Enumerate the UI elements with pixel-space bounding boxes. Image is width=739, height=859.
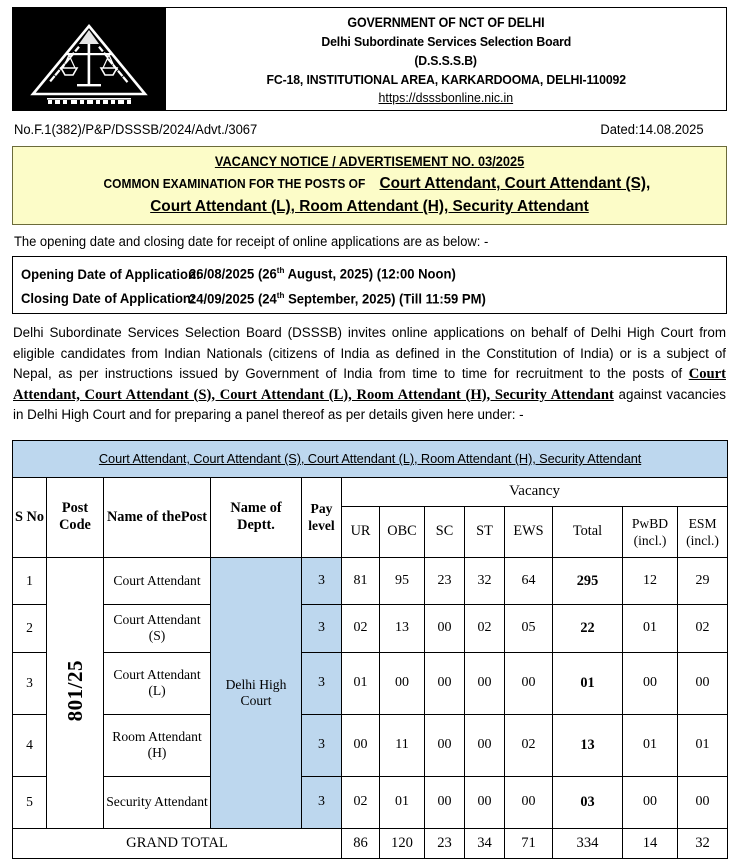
header-name-of-deptt: Name of Deptt. bbox=[211, 477, 302, 557]
header-st: ST bbox=[465, 506, 505, 557]
banner-line-3-wrap bbox=[19, 195, 720, 218]
closing-date-row bbox=[21, 285, 690, 310]
header-post-code: Post Code bbox=[47, 477, 104, 557]
closing-date-value-pre: 24/09/2025 (24 bbox=[189, 291, 277, 307]
cell-esm: 00 bbox=[678, 776, 728, 828]
body-paragraph bbox=[12, 323, 727, 426]
header-esm: ESM (incl.) bbox=[678, 506, 728, 557]
cell-pay-level: 3 bbox=[302, 652, 342, 714]
vacancy-group-header-row bbox=[13, 477, 728, 506]
cell-st: 00 bbox=[465, 714, 505, 776]
cell-pay-level: 3 bbox=[302, 776, 342, 828]
cell-ews: 00 bbox=[505, 652, 553, 714]
cell-st: 02 bbox=[465, 604, 505, 652]
cell-pwbd: 00 bbox=[623, 652, 678, 714]
cell-post-name: Court Attendant (S) bbox=[104, 604, 211, 652]
cell-pay-level: 3 bbox=[302, 557, 342, 604]
cell-pay-level: 3 bbox=[302, 604, 342, 652]
cell-esm: 00 bbox=[678, 652, 728, 714]
logo-cell bbox=[13, 8, 166, 110]
vacancy-table bbox=[12, 440, 728, 859]
cell-esm: 01 bbox=[678, 714, 728, 776]
vacancy-notice-banner bbox=[12, 146, 727, 225]
cell-sc: 00 bbox=[425, 776, 465, 828]
header-vacancy-group: Vacancy bbox=[342, 477, 728, 506]
cell-obc: 11 bbox=[380, 714, 425, 776]
cell-s-no: 1 bbox=[13, 557, 47, 604]
cell-s-no: 3 bbox=[13, 652, 47, 714]
closing-date-value-post: September, 2025) (Till 11:59 PM) bbox=[284, 291, 486, 307]
post-code-value: 801/25 bbox=[63, 659, 87, 722]
cell-obc: 95 bbox=[380, 557, 425, 604]
cell-post-name: Security Attendant bbox=[104, 776, 211, 828]
grand-total-total: 334 bbox=[553, 828, 623, 858]
header-ur: UR bbox=[342, 506, 380, 557]
header-s-no: S No bbox=[13, 477, 47, 557]
cell-total: 01 bbox=[553, 652, 623, 714]
cell-ews: 64 bbox=[505, 557, 553, 604]
cell-post-name: Court Attendant bbox=[104, 557, 211, 604]
org-line-1: GOVERNMENT OF NCT OF DELHI bbox=[347, 14, 545, 30]
cell-pay-level: 3 bbox=[302, 714, 342, 776]
cell-sc: 00 bbox=[425, 604, 465, 652]
header-pwbd: PwBD (incl.) bbox=[623, 506, 678, 557]
cell-ur: 02 bbox=[342, 604, 380, 652]
advertisement-number: VACANCY NOTICE / ADVERTISEMENT NO. 03/2025 bbox=[214, 154, 525, 169]
cell-ews: 02 bbox=[505, 714, 553, 776]
cell-esm: 29 bbox=[678, 557, 728, 604]
grand-total-ur: 86 bbox=[342, 828, 380, 858]
grand-total-ews: 71 bbox=[505, 828, 553, 858]
grand-total-esm: 32 bbox=[678, 828, 728, 858]
cell-total: 22 bbox=[553, 604, 623, 652]
opening-date-row bbox=[21, 260, 690, 285]
table-title: Court Attendant, Court Attendant (S), Court Attendant (L), Room Attendant (H), Security Attendant bbox=[13, 440, 728, 477]
cell-obc: 13 bbox=[380, 604, 425, 652]
cell-esm: 02 bbox=[678, 604, 728, 652]
cell-ews: 05 bbox=[505, 604, 553, 652]
cell-st: 32 bbox=[465, 557, 505, 604]
reference-line bbox=[12, 122, 706, 137]
cell-total: 295 bbox=[553, 557, 623, 604]
letterhead-text bbox=[166, 8, 726, 110]
vacancy-table-wrapper bbox=[12, 440, 727, 859]
document-page bbox=[0, 7, 739, 851]
header-obc: OBC bbox=[380, 506, 425, 557]
table-row bbox=[13, 714, 728, 776]
header-ews: EWS bbox=[505, 506, 553, 557]
closing-date-label: Closing Date of Application: bbox=[21, 291, 196, 307]
cell-sc: 00 bbox=[425, 714, 465, 776]
application-dates-box bbox=[12, 256, 727, 314]
common-exam-prefix: COMMON EXAMINATION FOR THE POSTS OF bbox=[103, 176, 366, 191]
table-row bbox=[13, 604, 728, 652]
paragraph-posts-emphasis: Court Attendant, Court Attendant (S), Court Attendant (L), Room Attendant (H), Security Attendant bbox=[13, 366, 726, 403]
cell-s-no: 2 bbox=[13, 604, 47, 652]
cell-post-name: Court Attendant (L) bbox=[104, 652, 211, 714]
cell-pwbd: 01 bbox=[623, 714, 678, 776]
banner-posts-line-2: Court Attendant (L), Room Attendant (H), Security Attendant bbox=[150, 198, 589, 215]
dsssb-emblem-icon bbox=[13, 8, 165, 110]
website-link[interactable]: https://dsssbonline.nic.in bbox=[378, 89, 514, 105]
cell-st: 00 bbox=[465, 652, 505, 714]
cell-sc: 00 bbox=[425, 652, 465, 714]
opening-date-label: Opening Date of Application: bbox=[21, 266, 201, 282]
cell-ews: 00 bbox=[505, 776, 553, 828]
org-line-3: (D.S.S.S.B) bbox=[414, 52, 478, 68]
cell-pwbd: 12 bbox=[623, 557, 678, 604]
cell-ur: 02 bbox=[342, 776, 380, 828]
header-name-of-post: Name of thePost bbox=[104, 477, 211, 557]
cell-s-no: 4 bbox=[13, 714, 47, 776]
intro-text: The opening date and closing date for receipt of online applications are as below: - bbox=[13, 234, 489, 249]
cell-department: Delhi High Court bbox=[211, 557, 302, 828]
cell-sc: 23 bbox=[425, 557, 465, 604]
table-row bbox=[13, 776, 728, 828]
grand-total-pwbd: 14 bbox=[623, 828, 678, 858]
cell-post-name: Room Attendant (H) bbox=[104, 714, 211, 776]
grand-total-row bbox=[13, 828, 728, 858]
cell-post-code bbox=[47, 557, 104, 828]
cell-obc: 01 bbox=[380, 776, 425, 828]
grand-total-obc: 120 bbox=[380, 828, 425, 858]
cell-ur: 81 bbox=[342, 557, 380, 604]
table-row bbox=[13, 652, 728, 714]
paragraph-part-2: against vacancies in Delhi High Court and for preparing a panel thereof as per details given here under: - bbox=[13, 386, 726, 423]
grand-total-sc: 23 bbox=[425, 828, 465, 858]
opening-date-ordinal: th bbox=[276, 265, 285, 275]
table-row bbox=[13, 557, 728, 604]
paragraph-part-1: Delhi Subordinate Services Selection Board (DSSSB) invites online applications on behalf of Delhi High Court from eligible candidates from Indian Nationals (citizens of India as defined in the Constitution of India) or is a subject of Nepal, as per instructions issued by Government of India from time to time for recruitment to the posts of bbox=[13, 325, 726, 382]
cell-total: 13 bbox=[553, 714, 623, 776]
letterhead bbox=[12, 7, 727, 111]
header-pay-level: Pay level bbox=[302, 477, 342, 557]
cell-st: 00 bbox=[465, 776, 505, 828]
cell-pwbd: 00 bbox=[623, 776, 678, 828]
cell-s-no: 5 bbox=[13, 776, 47, 828]
org-line-2: Delhi Subordinate Services Selection Board bbox=[321, 33, 571, 49]
grand-total-st: 34 bbox=[465, 828, 505, 858]
dated: Dated:14.08.2025 bbox=[600, 122, 704, 137]
header-total: Total bbox=[553, 506, 623, 557]
cell-pwbd: 01 bbox=[623, 604, 678, 652]
org-address: FC-18, INSTITUTIONAL AREA, KARKARDOOMA, DELHI-110092 bbox=[266, 71, 626, 87]
header-sc: SC bbox=[425, 506, 465, 557]
file-number: No.F.1(382)/P&P/DSSSB/2024/Advt./3067 bbox=[13, 122, 258, 137]
cell-ur: 00 bbox=[342, 714, 380, 776]
closing-date-ordinal: th bbox=[276, 289, 285, 300]
opening-date-value-pre: 26/08/2025 (26 bbox=[189, 266, 277, 282]
table-title-row bbox=[13, 440, 728, 477]
cell-ur: 01 bbox=[342, 652, 380, 714]
grand-total-label: GRAND TOTAL bbox=[13, 828, 342, 858]
opening-date-value-post: August, 2025) (12:00 Noon) bbox=[284, 266, 456, 282]
banner-line-2 bbox=[89, 172, 651, 195]
cell-obc: 00 bbox=[380, 652, 425, 714]
banner-posts-line-1: Court Attendant, Court Attendant (S), bbox=[379, 175, 651, 192]
banner-line-1-wrap bbox=[19, 151, 720, 172]
cell-total: 03 bbox=[553, 776, 623, 828]
